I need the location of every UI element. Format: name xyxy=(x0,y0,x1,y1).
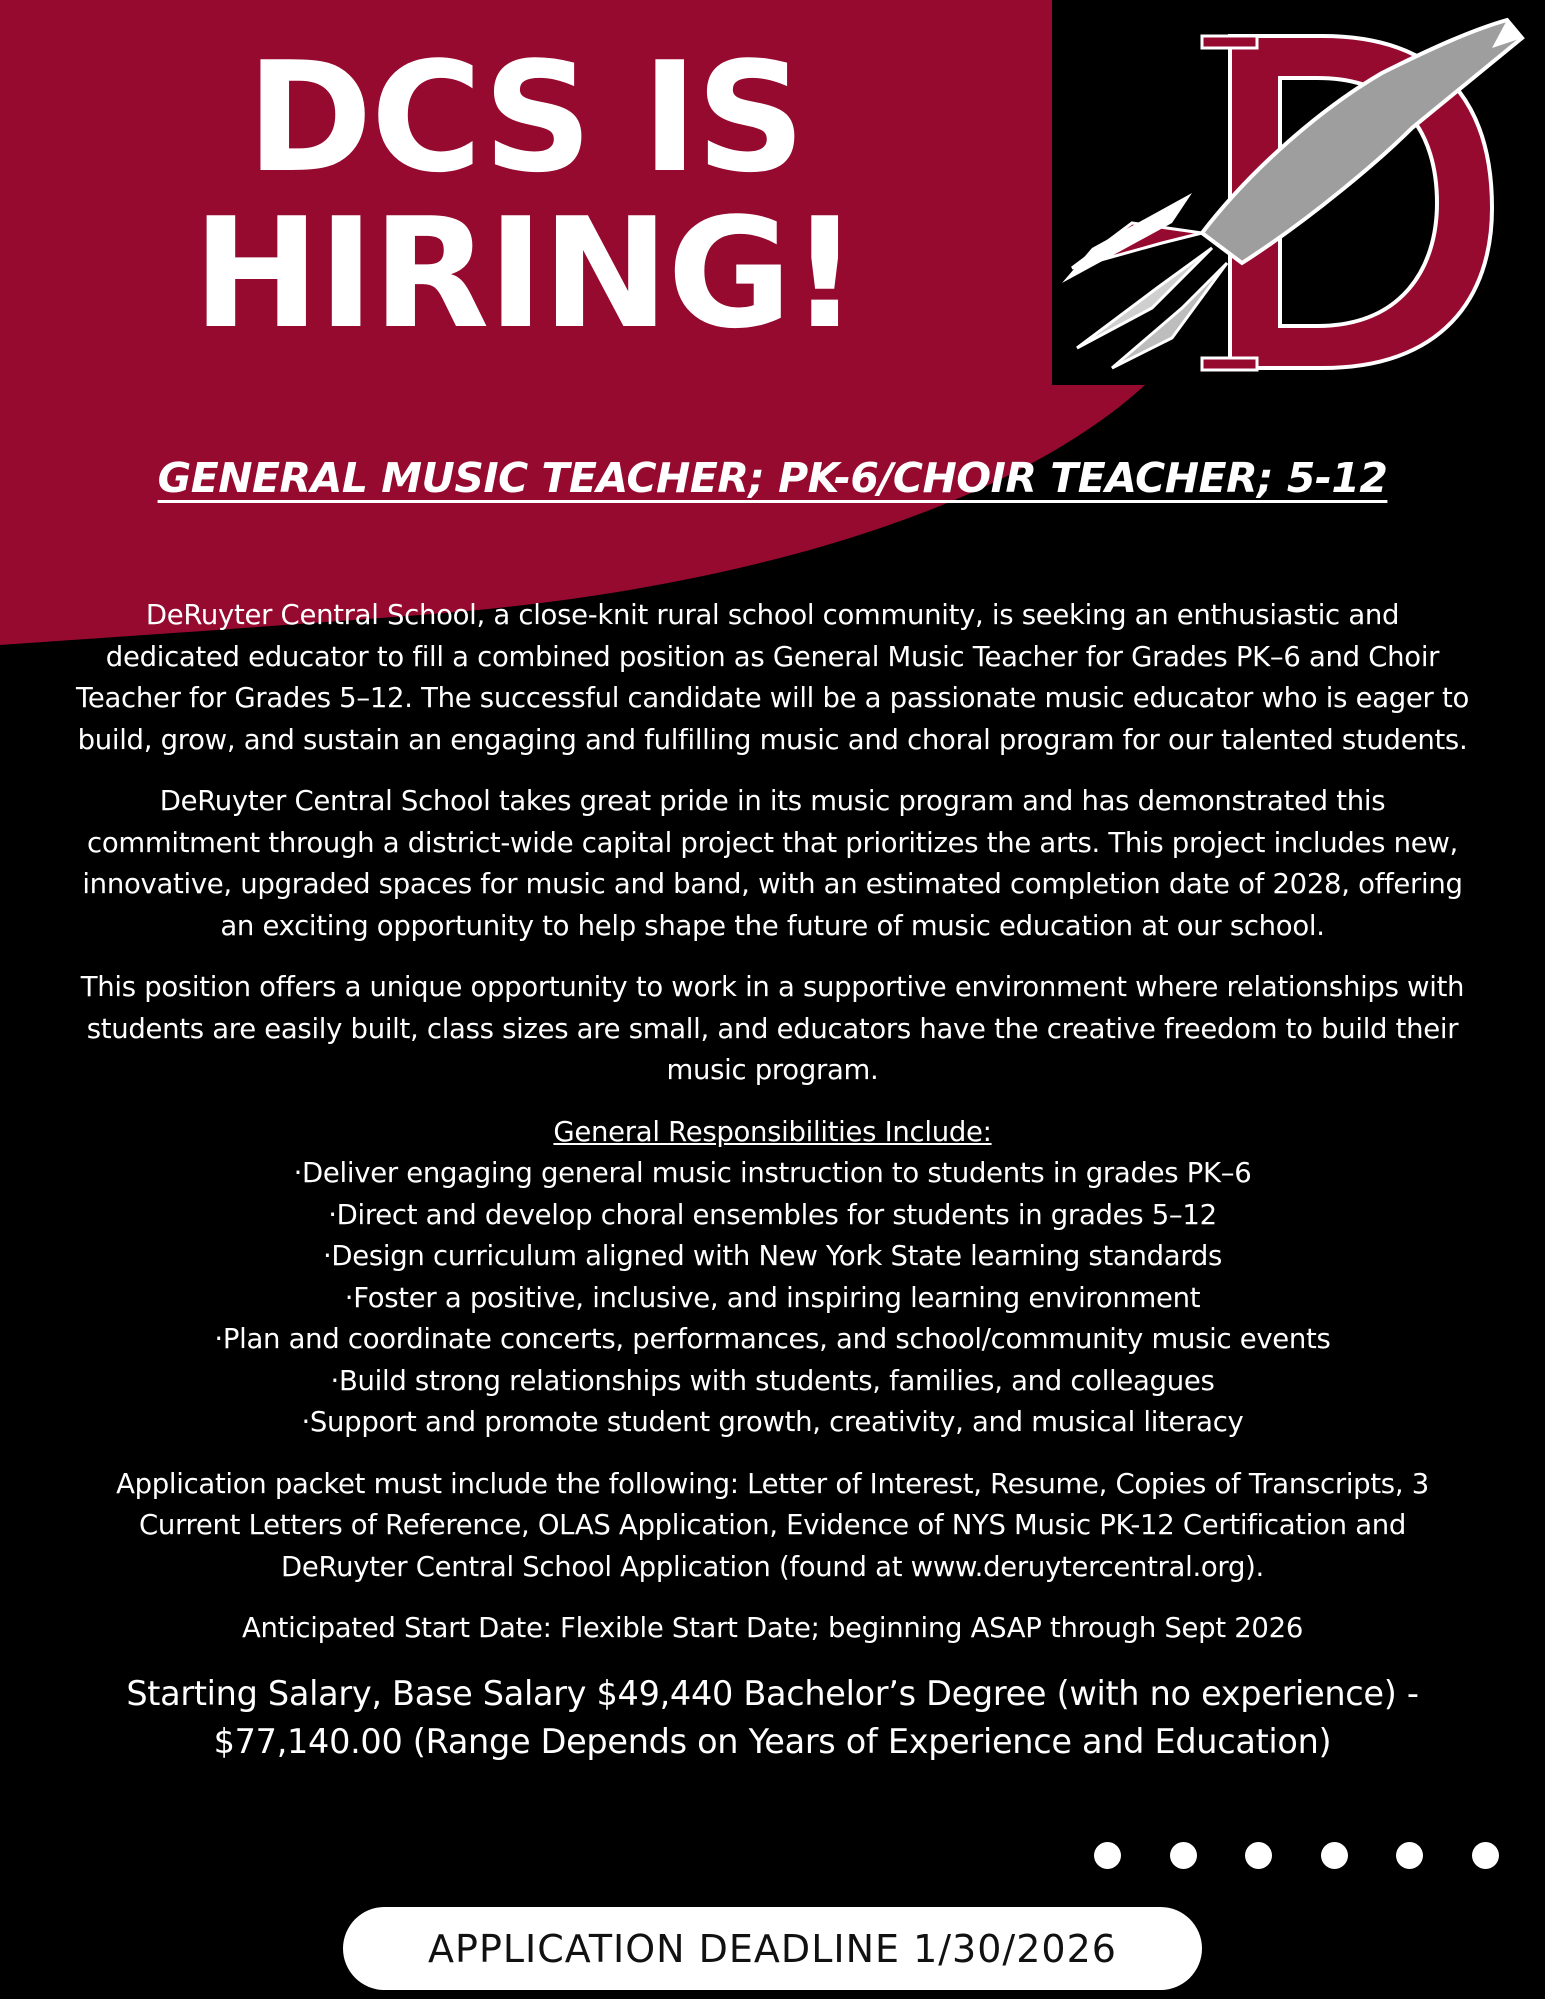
decorative-dots xyxy=(1094,1842,1494,1872)
dot-icon xyxy=(1245,1842,1272,1869)
headline-line-2: HIRING! xyxy=(192,185,858,362)
dot-icon xyxy=(1472,1842,1499,1869)
dot-icon xyxy=(1396,1842,1423,1869)
dot-icon xyxy=(1170,1842,1197,1869)
dot-icon xyxy=(1094,1842,1121,1869)
list-item: ·Direct and develop choral ensembles for students in grades 5–12 xyxy=(328,1198,1217,1231)
salary-line-2: $77,140.00 (Range Depends on Years of Experience and Education) xyxy=(213,1721,1332,1761)
list-item: ·Deliver engaging general music instruction to students in grades PK–6 xyxy=(293,1157,1252,1189)
list-item: ·Build strong relationships with students, families, and colleagues xyxy=(330,1364,1215,1397)
opportunity-paragraph: This position offers a unique opportunity to work in a supportive environment where relationships with students are easily built, class sizes are small, and educators have the creative freedom to build their music program. xyxy=(80,971,1465,1086)
salary-info xyxy=(75,1670,1470,1766)
list-item: ·Foster a positive, inclusive, and inspiring learning environment xyxy=(344,1281,1201,1314)
responsibilities-list xyxy=(75,1153,1470,1444)
salary-line-1: Starting Salary, Base Salary $49,440 Bachelor’s Degree (with no experience) - xyxy=(126,1673,1419,1713)
headline xyxy=(190,29,860,362)
list-item: ·Support and promote student growth, creativity, and musical literacy xyxy=(301,1406,1244,1438)
application-packet-paragraph: Application packet must include the following: Letter of Interest, Resume, Copies of Transcripts, 3 Current Letters of Reference, OLAS Application, Evidence of NYS Music PK-12 Certification and DeRuyter Central School Application (found at www.deruytercentral.org). xyxy=(116,1467,1429,1583)
dot-icon xyxy=(1321,1842,1348,1869)
headline-line-1: DCS IS xyxy=(246,29,804,206)
rocket-letter-d-icon xyxy=(1052,8,1545,385)
music-program-paragraph: DeRuyter Central School takes great pride in its music program and has demonstrated this commitment through a district-wide capital project that prioritizes the arts. This project includes new, innovative, upgraded spaces for music and band, with an estimated completion date of 2028, offering an exciting opportunity to help shape the future of music education at our school. xyxy=(82,785,1463,942)
job-title: GENERAL MUSIC TEACHER; PK-6/CHOIR TEACHER; 5-12 xyxy=(157,454,1388,502)
job-description xyxy=(75,595,1470,1766)
deadline-label: APPLICATION DEADLINE 1/30/2026 xyxy=(428,1926,1117,1971)
list-item: ·Plan and coordinate concerts, performances, and school/community music events xyxy=(214,1323,1331,1355)
intro-paragraph: DeRuyter Central School, a close-knit rural school community, is seeking an enthusiastic and dedicated educator to fill a combined position as General Music Teacher for Grades PK–6 and Choir Teacher for Grades 5–12. The successful candidate will be a passionate music educator who is eager to build, grow, and sustain an engaging and fulfilling music and choral program for our talented students. xyxy=(76,599,1469,756)
start-date: Anticipated Start Date: Flexible Start Date; beginning ASAP through Sept 2026 xyxy=(241,1612,1304,1644)
application-deadline-badge xyxy=(343,1907,1202,1990)
list-item: ·Design curriculum aligned with New York State learning standards xyxy=(322,1240,1223,1272)
responsibilities-heading: General Responsibilities Include: xyxy=(553,1115,992,1148)
